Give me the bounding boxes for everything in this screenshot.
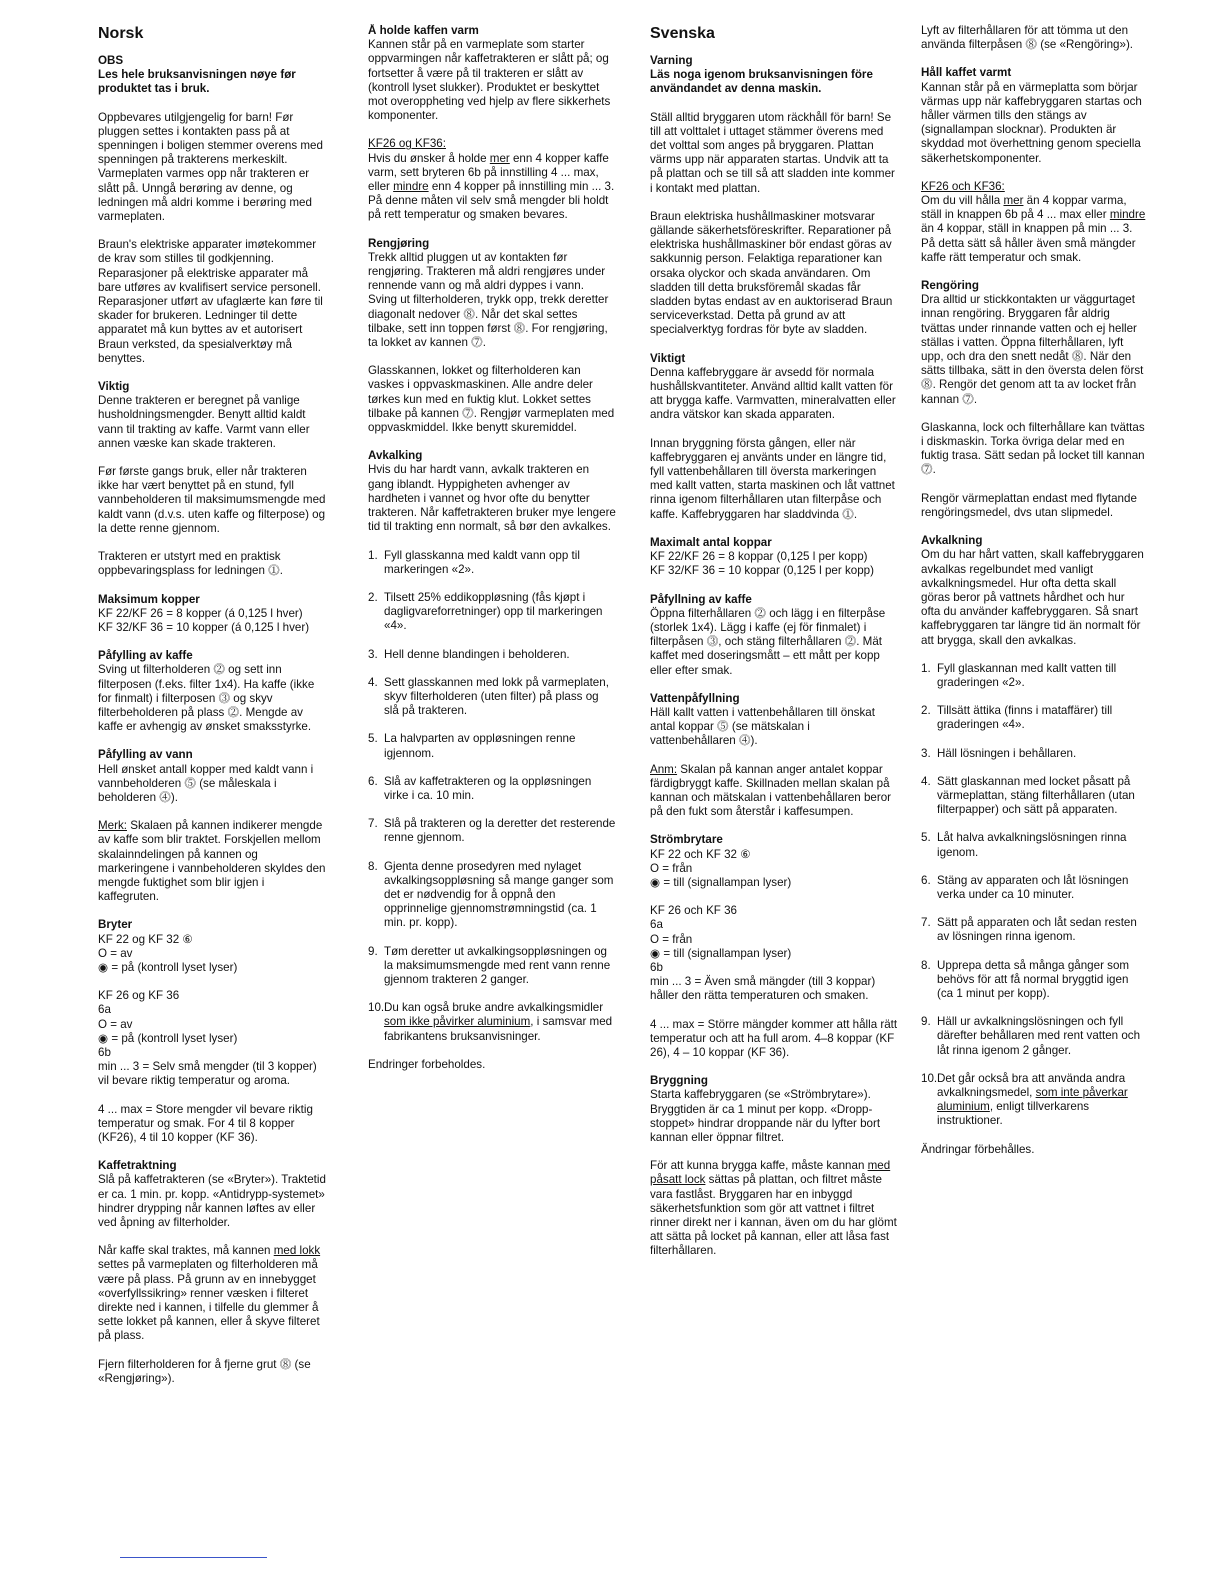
- step-text: , enligt tillverkarens instruktioner.: [937, 1100, 1090, 1128]
- column-norsk-2: [368, 24, 616, 1086]
- step-text: Häll lösningen i behållaren.: [937, 746, 1077, 760]
- underlined-span: mer: [1003, 194, 1024, 208]
- step-number: 9.: [368, 944, 378, 958]
- underlined-span: mindre: [1109, 208, 1146, 222]
- bryter-icon-6b: 6b: [98, 1045, 111, 1059]
- list-item: [368, 775, 616, 803]
- avk-steps: [368, 549, 616, 1044]
- paragraph: Hell ønsket antall kopper med kaldt vann i vannbeholderen ⓹ (se måleskala i beholderen ⓸).: [98, 762, 314, 804]
- step-number: 8.: [368, 859, 378, 873]
- strom-icon-6a: 6a: [650, 918, 663, 932]
- paragraph: Kannan står på en värmeplatta som börjar värmas upp när kaffebryggaren startas och håller värmen tills den stängs av (signallampan slocknar). Produkten är skyddad mot överhettning genom speciella säkerhetskomponenter.: [921, 80, 1142, 165]
- list-item: [368, 945, 616, 988]
- paragraph: Trekk alltid pluggen ut av kontakten før rengjøring. Trakteren må aldri rengjøres under rennende vann og må aldri dyppes i vann. Sving ut filterholderen, trykk opp, trekk deretter diagonalt nedover ⓼. Når det skal settes tilbake, sett inn toppen først ⓼. For rengjøring, ta lokket av kannen ⓻.: [368, 250, 609, 350]
- paragraph: Hvis du har hardt vann, avkalk trakteren en gang iblandt. Hyppigheten avhenger av hardheten i vannet og hvor ofte du benytter trakteren. Når kaffetrakteren bruker mye lengere tid til trakting enn normalt, så bør den avkalkes.: [368, 463, 616, 534]
- step-number: 6.: [368, 774, 378, 788]
- obs-title: OBS: [98, 54, 124, 67]
- bryter-line: KF 22 og KF 32 ⑥: [98, 932, 193, 946]
- traktning-title: Kaffetraktning: [98, 1159, 177, 1173]
- list-item: [921, 775, 1146, 818]
- strom-line: ◉ = till (signallampan lyser): [650, 875, 792, 889]
- kf-label: KF26 og KF36:: [368, 137, 446, 151]
- paragraph: Denne trakteren er beregnet på vanlige husholdningsmengder. Benytt alltid kaldt vann til trakting av kaffe. Varmt vann eller annen væske kan skade trakteren.: [98, 394, 310, 450]
- step-number: 2.: [368, 590, 378, 604]
- paragraph: Braun's elektriske apparater imøtekommer de krav som stilles til godkjenning. Reparasjoner på elektriske apparater må bare utføres av kvalifisert service personell. Reparasjoner utført av ufaglærte kan føre til skader for brukeren. Ledninger til dette apparatet må kun byttes av et autorisert Braun verksted, da spesialverktøy må benyttes.: [98, 238, 323, 365]
- merk-label: Merk:: [98, 819, 127, 833]
- text-span: Om du vill hålla: [921, 194, 1004, 208]
- paragraph: Innan bryggning första gången, eller när kaffebryggaren ej använts under en längre tid, fyll vattenbehållaren till översta markeringen med kallt vatten, starta maskinen och låt vattnet rinna igenom filterhållaren utan filterpåse och kaffe. Kaffebryggaren har sladdvinda ⓵.: [650, 436, 895, 521]
- kf-label: KF26 och KF36:: [921, 179, 1005, 193]
- text-span: Når kaffe skal traktes, må kannen: [98, 1244, 274, 1258]
- step-number: 5.: [368, 732, 378, 746]
- paragraph: Før første gangs bruk, eller når trakteren ikke har vært benyttet på en stund, fyll vannbeholderen til maksimumsmengde med kaldt vann (d.v.s. uten kaffe og filterpose) og la dette renne gjennom.: [98, 465, 326, 535]
- bryter-line: min ... 3 = Selv små mengder (til 3 kopper) vil bevare riktig temperatur og aroma.: [98, 1060, 317, 1088]
- anm-label: Anm:: [650, 762, 678, 776]
- strom-icon-6b: 6b: [650, 960, 663, 974]
- list-item: [368, 591, 616, 634]
- step-text: Sätt på apparaten och låt sedan resten av lösningen rinna igenom.: [937, 916, 1137, 944]
- max-title: Maximalt antal koppar: [650, 535, 772, 549]
- heading-norsk: Norsk: [98, 25, 144, 42]
- text-span: enn 4 kopper kaffe varm, sett bryteren 6b på innstilling 4 ... max, eller: [368, 151, 609, 194]
- step-number: 5.: [921, 831, 931, 845]
- strom-title: Strömbrytare: [650, 833, 723, 847]
- paragraph: Denna kaffebryggare är avsedd för normala hushållskvantiteter. Använd alltid kallt vatten för att brygga kaffe. Varmvatten, mineralvatten eller andra vätskor kan skada apparaten.: [650, 365, 896, 422]
- step-number: 10.: [921, 1071, 938, 1085]
- bryter-line: 4 ... max = Store mengder vil bevare riktig temperatur og smak. For 4 til 8 kopper (KF26), 4 til 10 kopper (KF 36).: [98, 1102, 313, 1144]
- obs-text: Les hele bruksanvisningen nøye før produktet tas i bruk.: [98, 68, 296, 96]
- merk-text: Skalaen på kannen indikerer mengde av kaffe som blir traktet. Forskjellen mellom skalainndelingen på kannen og markeringene i vannbeholderen skyldes den mengde fuktighet som blir igjen i kaffegruten.: [98, 819, 326, 904]
- pavann-title: Påfylling av vann: [98, 748, 193, 762]
- paragraph: Glaskanna, lock och filterhållare kan tvättas i diskmaskin. Torka övriga delar med en fuktig trasa. Sätt sedan på locket till kannan ⓻.: [921, 420, 1145, 477]
- avk-steps: [921, 662, 1146, 1129]
- text-span: än 4 koppar varma, ställ in knappen 6b på 4 ... max eller: [921, 194, 1127, 222]
- bryter-line: O = av: [98, 946, 133, 960]
- paragraph: Slå på kaffetrakteren (se «Bryter»). Traktetid er ca. 1 min. pr. kopp. «Antidrypp-systemet» hindrer drypping når kannen løftes av eller ved åpning av filterholder.: [98, 1173, 326, 1230]
- step-text: Fyll glaskannan med kallt vatten till graderingen «2».: [937, 661, 1117, 689]
- anm-paragraph: [650, 763, 898, 820]
- pakaffe-title: Påfyllning av kaffe: [650, 592, 752, 606]
- list-item: [921, 1072, 1146, 1129]
- strom-line: 4 ... max = Större mängder kommer att hålla rätt temperatur och att ha full arom. 4–8 koppar (KF 26), 4 – 10 koppar (KF 36).: [650, 1017, 898, 1059]
- maks-title: Maksimum kopper: [98, 592, 200, 606]
- text-span: För att kunna brygga kaffe, måste kannan: [650, 1159, 868, 1173]
- bryter-line: O = av: [98, 1017, 133, 1031]
- maks-line: KF 32/KF 36 = 10 kopper (á 0,125 l hver): [98, 620, 310, 634]
- underlined-span: med lokk: [273, 1244, 321, 1258]
- avk-title: Avkalkning: [921, 534, 983, 548]
- endringer: Endringer forbeholdes.: [368, 1057, 486, 1071]
- paragraph: [650, 1159, 898, 1258]
- paragraph: [921, 194, 1146, 265]
- list-item: [921, 959, 1146, 1002]
- step-number: 1.: [921, 661, 931, 675]
- step-text: La halvparten av oppløsningen renne igjennom.: [384, 732, 576, 760]
- paragraph: Braun elektriska hushållmaskiner motsvarar gällande säkerhetsföreskrifter. Reparationer på elektriska hushållmaskiner bör endast göras av sakkunnig person. Felaktiga reparationer kan orsaka olyckor och skada användaren. Om sladden till detta bruksföremål skadas får sladden bytas endast av en auktoriserad Braun serviceverkstad. Detta på grund av att specialverktyg fordras för byte av sladden.: [650, 209, 893, 337]
- step-number: 9.: [921, 1015, 931, 1029]
- step-text: Hell denne blandingen i beholderen.: [384, 647, 570, 661]
- underlined-span: mindre: [393, 180, 429, 194]
- bryter-line: ◉ = på (kontroll lyset lyser): [98, 960, 238, 974]
- underlined-span: med: [867, 1159, 891, 1173]
- text-span: settes på varmeplaten og filterholderen må være på plass. På grunn av en innebygget «overfyllssikring» renner væsken i filteret direkte ned i kannen, i tilfelle du glemmer å sette lokket på kannen, eller å skyve filteret på plass.: [98, 1258, 320, 1343]
- paragraph: Starta kaffebryggaren (se «Strömbrytare»). Bryggtiden är ca 1 minut per kopp. «Dropp-stoppet» hindrar droppande när du lyfter bort kannan eller öppnar filtret.: [650, 1088, 881, 1144]
- merk-paragraph: [98, 819, 326, 904]
- paragraph: Sving ut filterholderen ⓶ og sett inn filterposen (f.eks. filter 1x4). Ha kaffe (ikke for finmalt) i filterposen ⓷ og skyv filterbeholderen på plass ⓶. Mengde av kaffe er avhengig av ønsket smaksstyrke.: [98, 663, 315, 734]
- strom-line: ◉ = till (signallampan lyser): [650, 946, 792, 960]
- varning-text: Läs noga igenom bruksanvisningen före användandet av denna maskin.: [650, 68, 873, 96]
- step-text: Tøm deretter ut avkalkingsoppløsningen og la maksimumsmengde med rent vann renne gjennom trakteren 2 ganger.: [384, 944, 611, 986]
- bryggning-title: Bryggning: [650, 1074, 708, 1088]
- heading-svenska: Svenska: [650, 25, 715, 42]
- underlined-span: som inte påverkar aluminium: [937, 1085, 1128, 1114]
- step-number: 10.: [368, 1001, 385, 1015]
- list-item: [921, 916, 1146, 944]
- strom-line: KF 22 och KF 32 ⑥: [650, 847, 751, 861]
- step-number: 2.: [921, 704, 931, 718]
- step-text: Fyll glasskanna med kaldt vann opp til markeringen «2».: [384, 548, 580, 576]
- strom-line: O = från: [650, 861, 693, 875]
- paragraph: Fjern filterholderen for å fjerne grut ⓼ (se «Rengjøring»).: [98, 1357, 311, 1385]
- list-item: [368, 648, 616, 662]
- paragraph: [98, 1244, 326, 1343]
- list-item: [368, 817, 616, 845]
- text-span: än 4 koppar, ställ in knappen på min ... 3. På detta sätt så håller även små mängder kaffe rätt temperatur och smak.: [921, 222, 1136, 264]
- column-norsk: [98, 24, 326, 1400]
- varning-title: Varning: [650, 54, 693, 67]
- underlined-span: påsatt lock: [650, 1173, 706, 1187]
- paragraph: Rengör värmeplattan endast med flytande rengöringsmedel, dvs utan slipmedel.: [921, 491, 1137, 519]
- varm-title: Å holde kaffen varm: [368, 24, 479, 37]
- step-number: 4.: [368, 675, 378, 689]
- list-item: [368, 732, 616, 760]
- reng-title: Rengjøring: [368, 236, 430, 250]
- paragraph: Ställ alltid bryggaren utom räckhåll för barn! Se till att volttalet i uttaget stämmer överens med det volttal som anges på bryggaren. Plattan värms upp när apparaten startas. Undvik att ta på plattan och se till så att sladden inte kommer i kontakt med plattan.: [650, 110, 895, 195]
- bryter-line: KF 26 og KF 36: [98, 989, 180, 1003]
- step-number: 6.: [921, 873, 931, 887]
- bryter-title: Bryter: [98, 918, 133, 932]
- step-text: Det går också bra att använda andra avkalkningsmedel,: [937, 1071, 1126, 1099]
- column-svenska-2: [921, 24, 1146, 1171]
- step-number: 7.: [921, 916, 931, 930]
- step-number: 4.: [921, 774, 931, 788]
- strom-line: min ... 3 = Även små mängder (till 3 koppar) håller den rätta temperaturen och smaken.: [650, 975, 876, 1003]
- step-text: Sätt glaskannan med locket påsatt på värmeplattan, stäng filterhållaren (utan filterpapper) och sätt på apparaten.: [937, 774, 1135, 817]
- step-text: Du kan også bruke andre avkalkingsmidler: [384, 1001, 604, 1015]
- step-text: Sett glasskannen med lokk på varmeplaten, skyv filterholderen (uten filter) på plass og slå på trakteren.: [384, 675, 609, 718]
- paragraph: Oppbevares utilgjengelig for barn! Før pluggen settes i kontakten pass på at spenningen i boligen stemmer overens med spenningen på trakterens merkeskilt. Varmeplaten varmes opp når trakteren er slått på. Unngå berøring av denne, og ledningen må aldri komme i berøring med varmeplaten.: [98, 110, 323, 224]
- step-text: Låt halva avkalkningslösningen rinna igenom.: [937, 831, 1127, 859]
- step-number: 3.: [368, 647, 378, 661]
- paragraph: [368, 152, 616, 223]
- underlined-span: mer: [489, 151, 510, 165]
- step-number: 3.: [921, 746, 931, 760]
- paragraph: Kannen står på en varmeplate som starter oppvarmingen når kaffetrakteren er slått på; og fortsetter å være på til trakteren er slått av (kontroll lyset slukker). Produktet er beskyttet mot overoppheting ved hjelp av flere sikkerhets komponenter.: [368, 38, 611, 123]
- list-item: [368, 1001, 616, 1044]
- text-span: sättas på plattan, och filtret måste vara fastlåst. Bryggaren har en inbyggd säkerhetsfunktion som gör att vattnet i filtret rinner direkt ner i kannan, även om du har glömt att sätta på locket på kannan, eller att låsa fast filterhållaren.: [650, 1173, 897, 1258]
- anm-text: Skalan på kannan anger antalet koppar färdigbryggt kaffe. Skillnaden mellan skalan på kannan och mätskalan i vattenbehållaren beror på den fukt som återstår i kaffesumpen.: [650, 762, 892, 819]
- step-text: Slå av kaffetrakteren og la oppløsningen virke i ca. 10 min.: [384, 774, 592, 802]
- text-span: enn 4 kopper på innstilling min ... 3. På denne måten vil selv små mengder bli holdt på rett temperatur og smaken bevares.: [368, 180, 615, 222]
- step-text: Tillsätt ättika (finns i mataffärer) till graderingen «4».: [937, 704, 1113, 732]
- step-text: Häll ur avkalkningslösningen och fyll därefter behållaren med rent vatten och låt rinna igenom 2 gånger.: [937, 1015, 1141, 1057]
- step-text: Gjenta denne prosedyren med nylaget avkalkingsoppløsning så mange ganger som det er nødvendig for å oppnå den opprinnelige gjennomstrømningstid (ca. 1 min. pr. kopp).: [384, 859, 614, 930]
- list-item: [921, 874, 1146, 902]
- list-item: [368, 549, 616, 577]
- step-text: Tilsett 25% eddikoppløsning (fås kjøpt i dagligvareforretninger) opp til markeringen «4».: [384, 590, 603, 633]
- vatten-title: Vattenpåfyllning: [650, 691, 740, 705]
- step-number: 8.: [921, 958, 931, 972]
- underlined-span: som ikke påvirker aluminium: [384, 1015, 531, 1029]
- paragraph: Om du har hårt vatten, skall kaffebryggaren avkalkas regelbundet med vanligt avkalkningsmedel. Hur ofta detta skall göras beror på vattnets hårdhet och hur ofta du använder kaffebryggaren. Så snart kaffebryggaren tar längre tid än normalt för att brygga, skall den avkalkas.: [921, 548, 1144, 647]
- paragraph: Trakteren er utstyrt med en praktisk oppbevaringsplass for ledningen ⓵.: [98, 550, 283, 578]
- strom-line: KF 26 och KF 36: [650, 904, 737, 918]
- paragraph: Öppna filterhållaren ⓶ och lägg i en filterpåse (storlek 1x4). Lägg i kaffe (ej för finmalet) i filterpåsen ⓷, och stäng filterhållaren ⓶. Mät kaffet med doseringsmått – ett mått per kopp eller efter smak.: [650, 606, 886, 677]
- bryter-line: ◉ = på (kontroll lyset lyser): [98, 1031, 238, 1045]
- list-item: [368, 860, 616, 931]
- paragraph: Häll kallt vatten i vattenbehållaren till önskat antal koppar ⓹ (se mätskalan i vattenbehållaren ⓸).: [650, 705, 875, 748]
- paragraph: Glasskannen, lokket og filterholderen kan vaskes i oppvaskmaskinen. Alle andre deler tørkes kun med en fuktig klut. Lokket settes tilbake på kannen ⓻. Rengjør varmeplaten med oppvaskmiddel. Ikke benytt skuremiddel.: [368, 364, 615, 435]
- paragraph: Lyft av filterhållaren för att tömma ut den använda filterpåsen ⓼ (se «Rengöring»).: [921, 24, 1134, 52]
- column-svenska: [650, 24, 898, 1273]
- strom-line: O = från: [650, 932, 693, 946]
- max-line: KF 22/KF 26 = 8 koppar (0,125 l per kopp): [650, 550, 868, 564]
- list-item: [921, 831, 1146, 859]
- step-text: Slå på trakteren og la deretter det resterende renne gjennom.: [384, 817, 616, 845]
- maks-line: KF 22/KF 26 = 8 kopper (á 0,125 l hver): [98, 606, 303, 620]
- text-span: Hvis du ønsker å holde: [368, 151, 490, 165]
- step-number: 7.: [368, 817, 378, 831]
- paragraph: Dra alltid ur stickkontakten ur väggurtaget innan rengöring. Bryggaren får aldrig tvättas under rinnande vatten och ej heller ställas i vatten. Öppna filterhållaren, lyft upp, och dra den snett nedåt ⓼. När den sätts tillbaka, sätt in den översta delen först ⓼. Rengör det genom att ta av locket från kannan ⓻.: [921, 293, 1144, 406]
- step-number: 1.: [368, 548, 378, 562]
- step-text: , i samsvar med fabrikantens bruksanvisninger.: [384, 1015, 613, 1043]
- reng-title: Rengöring: [921, 279, 979, 293]
- pakaffe-title: Påfylling av kaffe: [98, 649, 193, 663]
- avk-title: Avkalking: [368, 449, 423, 463]
- max-line: KF 32/KF 36 = 10 koppar (0,125 l per kopp): [650, 564, 874, 578]
- list-item: [921, 747, 1146, 761]
- andringar: Ändringar förbehålles.: [921, 1142, 1035, 1156]
- step-text: Upprepa detta så många gånger som behövs för att få normal bryggtid igen (ca 1 minut per kopp).: [937, 958, 1130, 1000]
- list-item: [921, 662, 1146, 690]
- list-item: [368, 676, 616, 719]
- bottom-rule: [120, 1557, 267, 1558]
- hall-title: Håll kaffet varmt: [921, 66, 1012, 80]
- viktig-title: Viktig: [98, 380, 130, 394]
- bryter-icon-6a: 6a: [98, 1003, 111, 1017]
- list-item: [921, 704, 1146, 732]
- list-item: [921, 1015, 1146, 1058]
- step-text: Stäng av apparaten och låt lösningen verka under ca 10 minuter.: [937, 873, 1129, 901]
- viktigt-title: Viktigt: [650, 351, 686, 365]
